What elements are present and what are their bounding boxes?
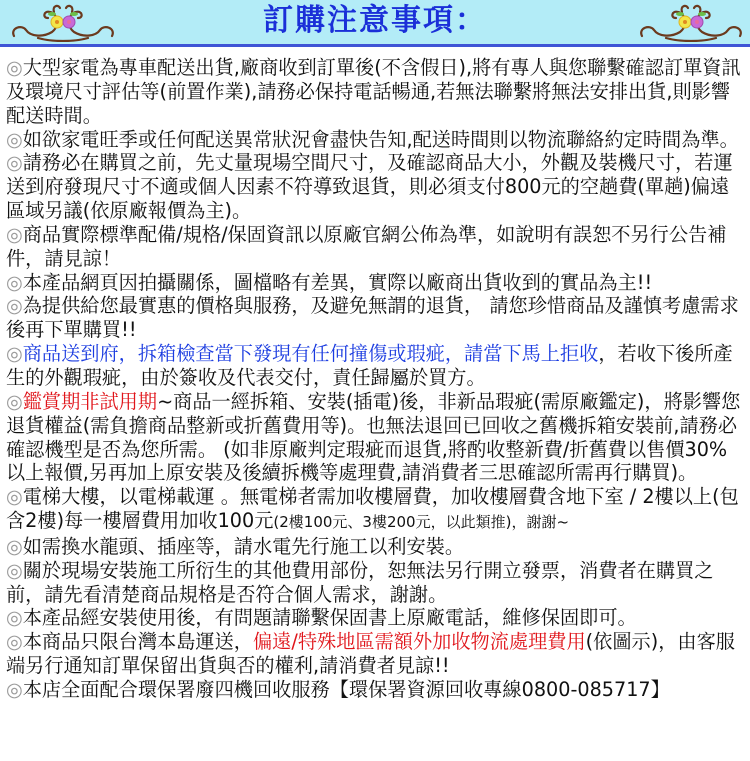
highlight-red: 鑑賞期非試用期 [22, 389, 158, 413]
highlight-red: 偏遠/特殊地區需額外加收物流處理費用 [253, 630, 586, 654]
bullet-icon: ◎ [6, 56, 23, 79]
bullet-icon: ◎ [6, 630, 23, 654]
notice-taiwan-only: ◎本商品只限台灣本島運送，偏遠/特殊地區需額外加收物流處理費用(依圖示)，由客服端另行通知訂單保留出貨與否的權利,請消費者見諒!! [6, 630, 735, 678]
page-title: 訂購注意事項： [263, 3, 487, 38]
bullet-icon: ◎ [6, 151, 23, 175]
highlight-blue: 商品送到府，拆箱檢查當下發現有任何撞傷或瑕疵，請當下馬上拒收 [22, 342, 599, 366]
notice-floor-fee: ◎電梯大樓，以電梯載運 。無電梯者需加收樓層費，加收樓層費含地下室 / 2樓以上(包含2樓)每一樓層費用加收100元(2樓100元、3樓200元，以此類推)，謝謝~ [6, 485, 739, 533]
bullet-icon: ◎ [6, 606, 23, 630]
bullet-icon: ◎ [6, 294, 23, 318]
notice-plumbing: ◎如需換水龍頭、插座等，請水電先行施工以利安裝。 [6, 534, 465, 558]
bullet-icon: ◎ [6, 677, 23, 701]
notice-warranty: ◎本產品經安裝使用後，有問題請聯繫保固書上原廠電話，維修保固即可。 [6, 606, 637, 630]
bullet-icon: ◎ [6, 270, 23, 294]
notice-consider-carefully: ◎為提供給您最實惠的價格與服務，及避免無謂的退貨， 請您珍惜商品及謹慎考慮需求後再下單購買!! [6, 294, 739, 342]
notice-specs: ◎商品實際標準配備/規格/保固資訊以原廠官網公佈為準，如說明有誤恕不另行公告補件，請見諒！ [6, 222, 727, 270]
bullet-icon: ◎ [6, 534, 23, 558]
order-notices [6, 56, 746, 702]
bullet-icon: ◎ [6, 389, 23, 413]
bullet-icon: ◎ [6, 485, 23, 509]
page-header [0, 0, 750, 47]
bullet-icon: ◎ [6, 127, 23, 151]
notice-inspect-on-delivery: ◎商品送到府，拆箱檢查當下發現有任何撞傷或瑕疵，請當下馬上拒收，若收下後所產生的外觀瑕疵，由於簽收及代表交付，責任歸屬於買方。 [6, 342, 733, 389]
notice-measure-space: ◎請務必在購買之前，先丈量現場空間尺寸，及確認商品大小，外觀及裝機尺寸，若運送到府發現尺寸不適或個人因素不符導致退貨，則必須支付800元的空趟費(單趟)偏遠區域另議(依原廠報價為主)。 [6, 151, 733, 223]
notice-peak-season: ◎如欲家電旺季或任何配送異常狀況會盡快告知,配送時間則以物流聯絡約定時間為準。 [6, 127, 739, 151]
notice-appreciation-period: ◎鑑賞期非試用期~商品一經拆箱、安裝(插電)後，非新品瑕疵(需原廠鑑定)，將影響您退貨權益(需負擔商品整新或折舊費用等)。也無法退回已回收之舊機拆箱安裝前,請務必確認機型是否為您所需。 (如非原廠判定瑕疵而退貨,將酌收整新費/折舊費以售價30%以上報價,另再加上原安裝及後續拆機等處理費,請消費者三思確認所需再行購買)。 [6, 389, 741, 485]
notice-installation-fees: ◎關於現場安裝施工所衍生的其他費用部份，恕無法另行開立發票，消費者在購買之前，請先看清楚商品規格是否符合個人需求，謝謝。 [6, 558, 714, 606]
bullet-icon: ◎ [6, 558, 23, 582]
notice-recycling: ◎本店全面配合環保署廢四機回收服務【環保署資源回收專線0800-085717】 [6, 677, 670, 701]
bullet-icon: ◎ [6, 222, 23, 246]
bullet-icon: ◎ [6, 342, 23, 366]
notice-photo-difference: ◎本產品網頁因拍攝關係，圖檔略有差異，實際以廠商出貨收到的實品為主!! [6, 270, 653, 294]
floral-swirl-ornament-icon [636, 2, 746, 42]
notice-delivery: ◎大型家電為專車配送出貨,廠商收到訂單後(不含假日),將有專人與您聯繫確認訂單資訊及環境尺寸評估等(前置作業),請務必保持電話暢通,若無法聯繫將無法安排出貨,則影響配送時間。 [6, 56, 741, 127]
